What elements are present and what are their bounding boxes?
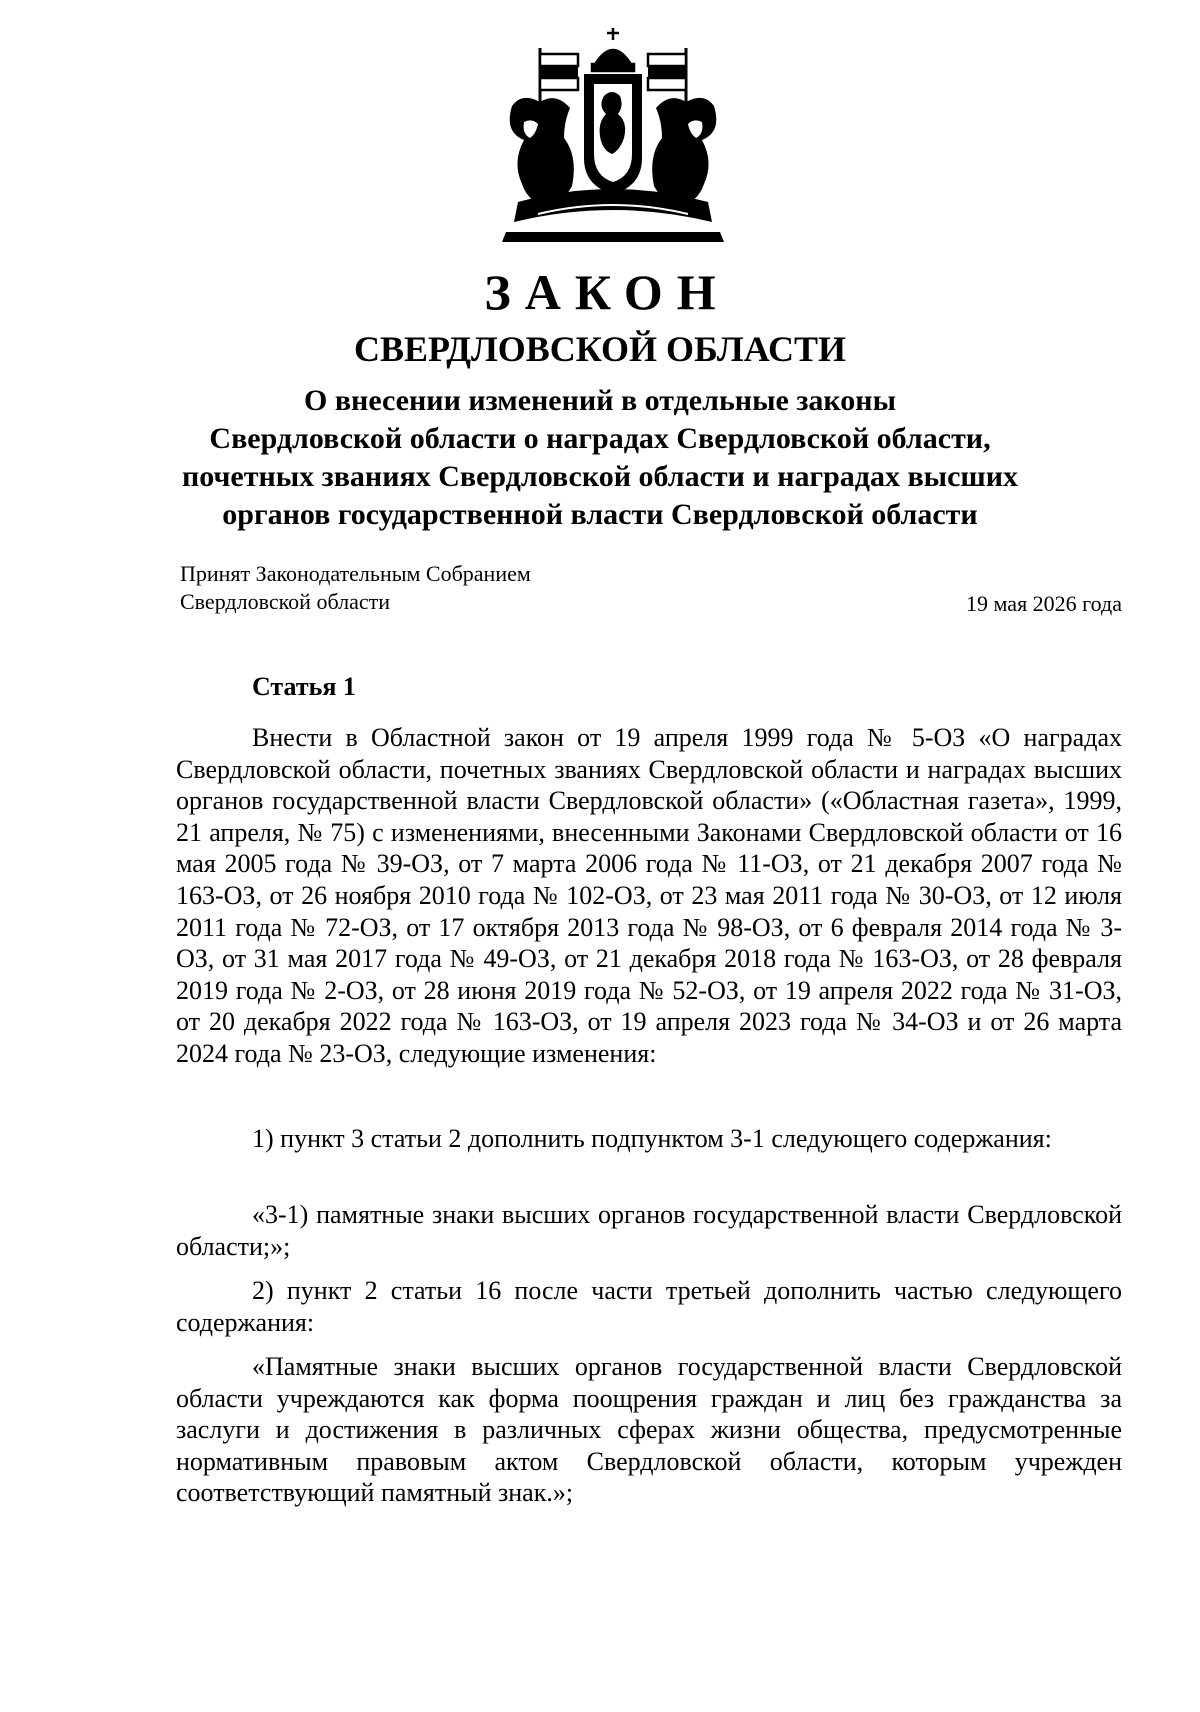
law-subject-title bbox=[0, 382, 1200, 534]
amendment-quote-2 bbox=[176, 1351, 1122, 1509]
amendment-item-2 bbox=[176, 1275, 1122, 1338]
subject-line: О внесении изменений в отдельные законы bbox=[304, 384, 896, 417]
adopted-by-block bbox=[180, 560, 531, 616]
article-heading: Статья 1 bbox=[252, 672, 356, 701]
law-title: ЗАКОН bbox=[484, 264, 730, 320]
adopted-by-line: Свердловской области bbox=[180, 589, 390, 614]
region-title: СВЕРДЛОВСКОЙ ОБЛАСТИ bbox=[354, 329, 846, 369]
paragraph-text: Внести в Областной закон от 19 апреля 1999 года № 5-ОЗ «О наградах Свердловской области, почетных званиях Свердловской области и наградах высших органов государственной власти Свердловской области» («Областная газета», 1999, 21 апреля, № 75) с изменениями, внесенными Законами Свердловской области от 16 мая 2005 года № 39-ОЗ, от 7 марта 2006 года № 11-ОЗ, от 21 декабря 2007 года № 163-ОЗ, от 26 ноября 2010 года № 102-ОЗ, от 23 мая 2011 года № 30-ОЗ, от 12 июля 2011 года № 72-ОЗ, от 17 октября 2013 года № 98-ОЗ, от 6 февраля 2014 года № 3-ОЗ, от 31 мая 2017 года № 49-ОЗ, от 21 декабря 2018 года № 163-ОЗ, от 28 февраля 2019 года № 2-ОЗ, от 28 июня 2019 года № 52-ОЗ, от 19 апреля 2022 года № 31-ОЗ, от 20 декабря 2022 года № 163-ОЗ, от 19 апреля 2023 года № 34-ОЗ и от 26 марта 2024 года № 23-ОЗ, следующие изменения: bbox=[176, 723, 1122, 1068]
subject-line: почетных званиях Свердловской области и наградах высших bbox=[181, 460, 1019, 493]
amendment-quote-1 bbox=[176, 1199, 1122, 1262]
paragraph-text: 1) пункт 3 статьи 2 дополнить подпунктом 3-1 следующего содержания: bbox=[252, 1124, 1052, 1153]
coat-of-arms-emblem bbox=[498, 26, 728, 244]
subject-line: Свердловской области о наградах Свердловской области, bbox=[209, 422, 991, 455]
paragraph-text: 2) пункт 2 статьи 16 после части третьей дополнить частью следующего содержания: bbox=[176, 1276, 1122, 1337]
subject-line: органов государственной власти Свердловской области bbox=[222, 498, 978, 531]
article-main-paragraph bbox=[176, 722, 1122, 1070]
amendment-item-1 bbox=[176, 1123, 1122, 1155]
paragraph-text: «Памятные знаки высших органов государственной власти Свердловской области учреждаются как форма поощрения граждан и лиц без гражданства за заслуги и достижения в различных сферах жизни общества, предусмотренные нормативным правовым актом Свердловской области, которым учрежден соответствующий памятный знак.»; bbox=[176, 1352, 1122, 1508]
paragraph-text: «3-1) памятные знаки высших органов государственной власти Свердловской области;»; bbox=[176, 1200, 1122, 1261]
adopted-by-line: Принят Законодательным Собранием bbox=[180, 561, 531, 586]
adoption-date: 19 мая 2026 года bbox=[966, 591, 1122, 616]
